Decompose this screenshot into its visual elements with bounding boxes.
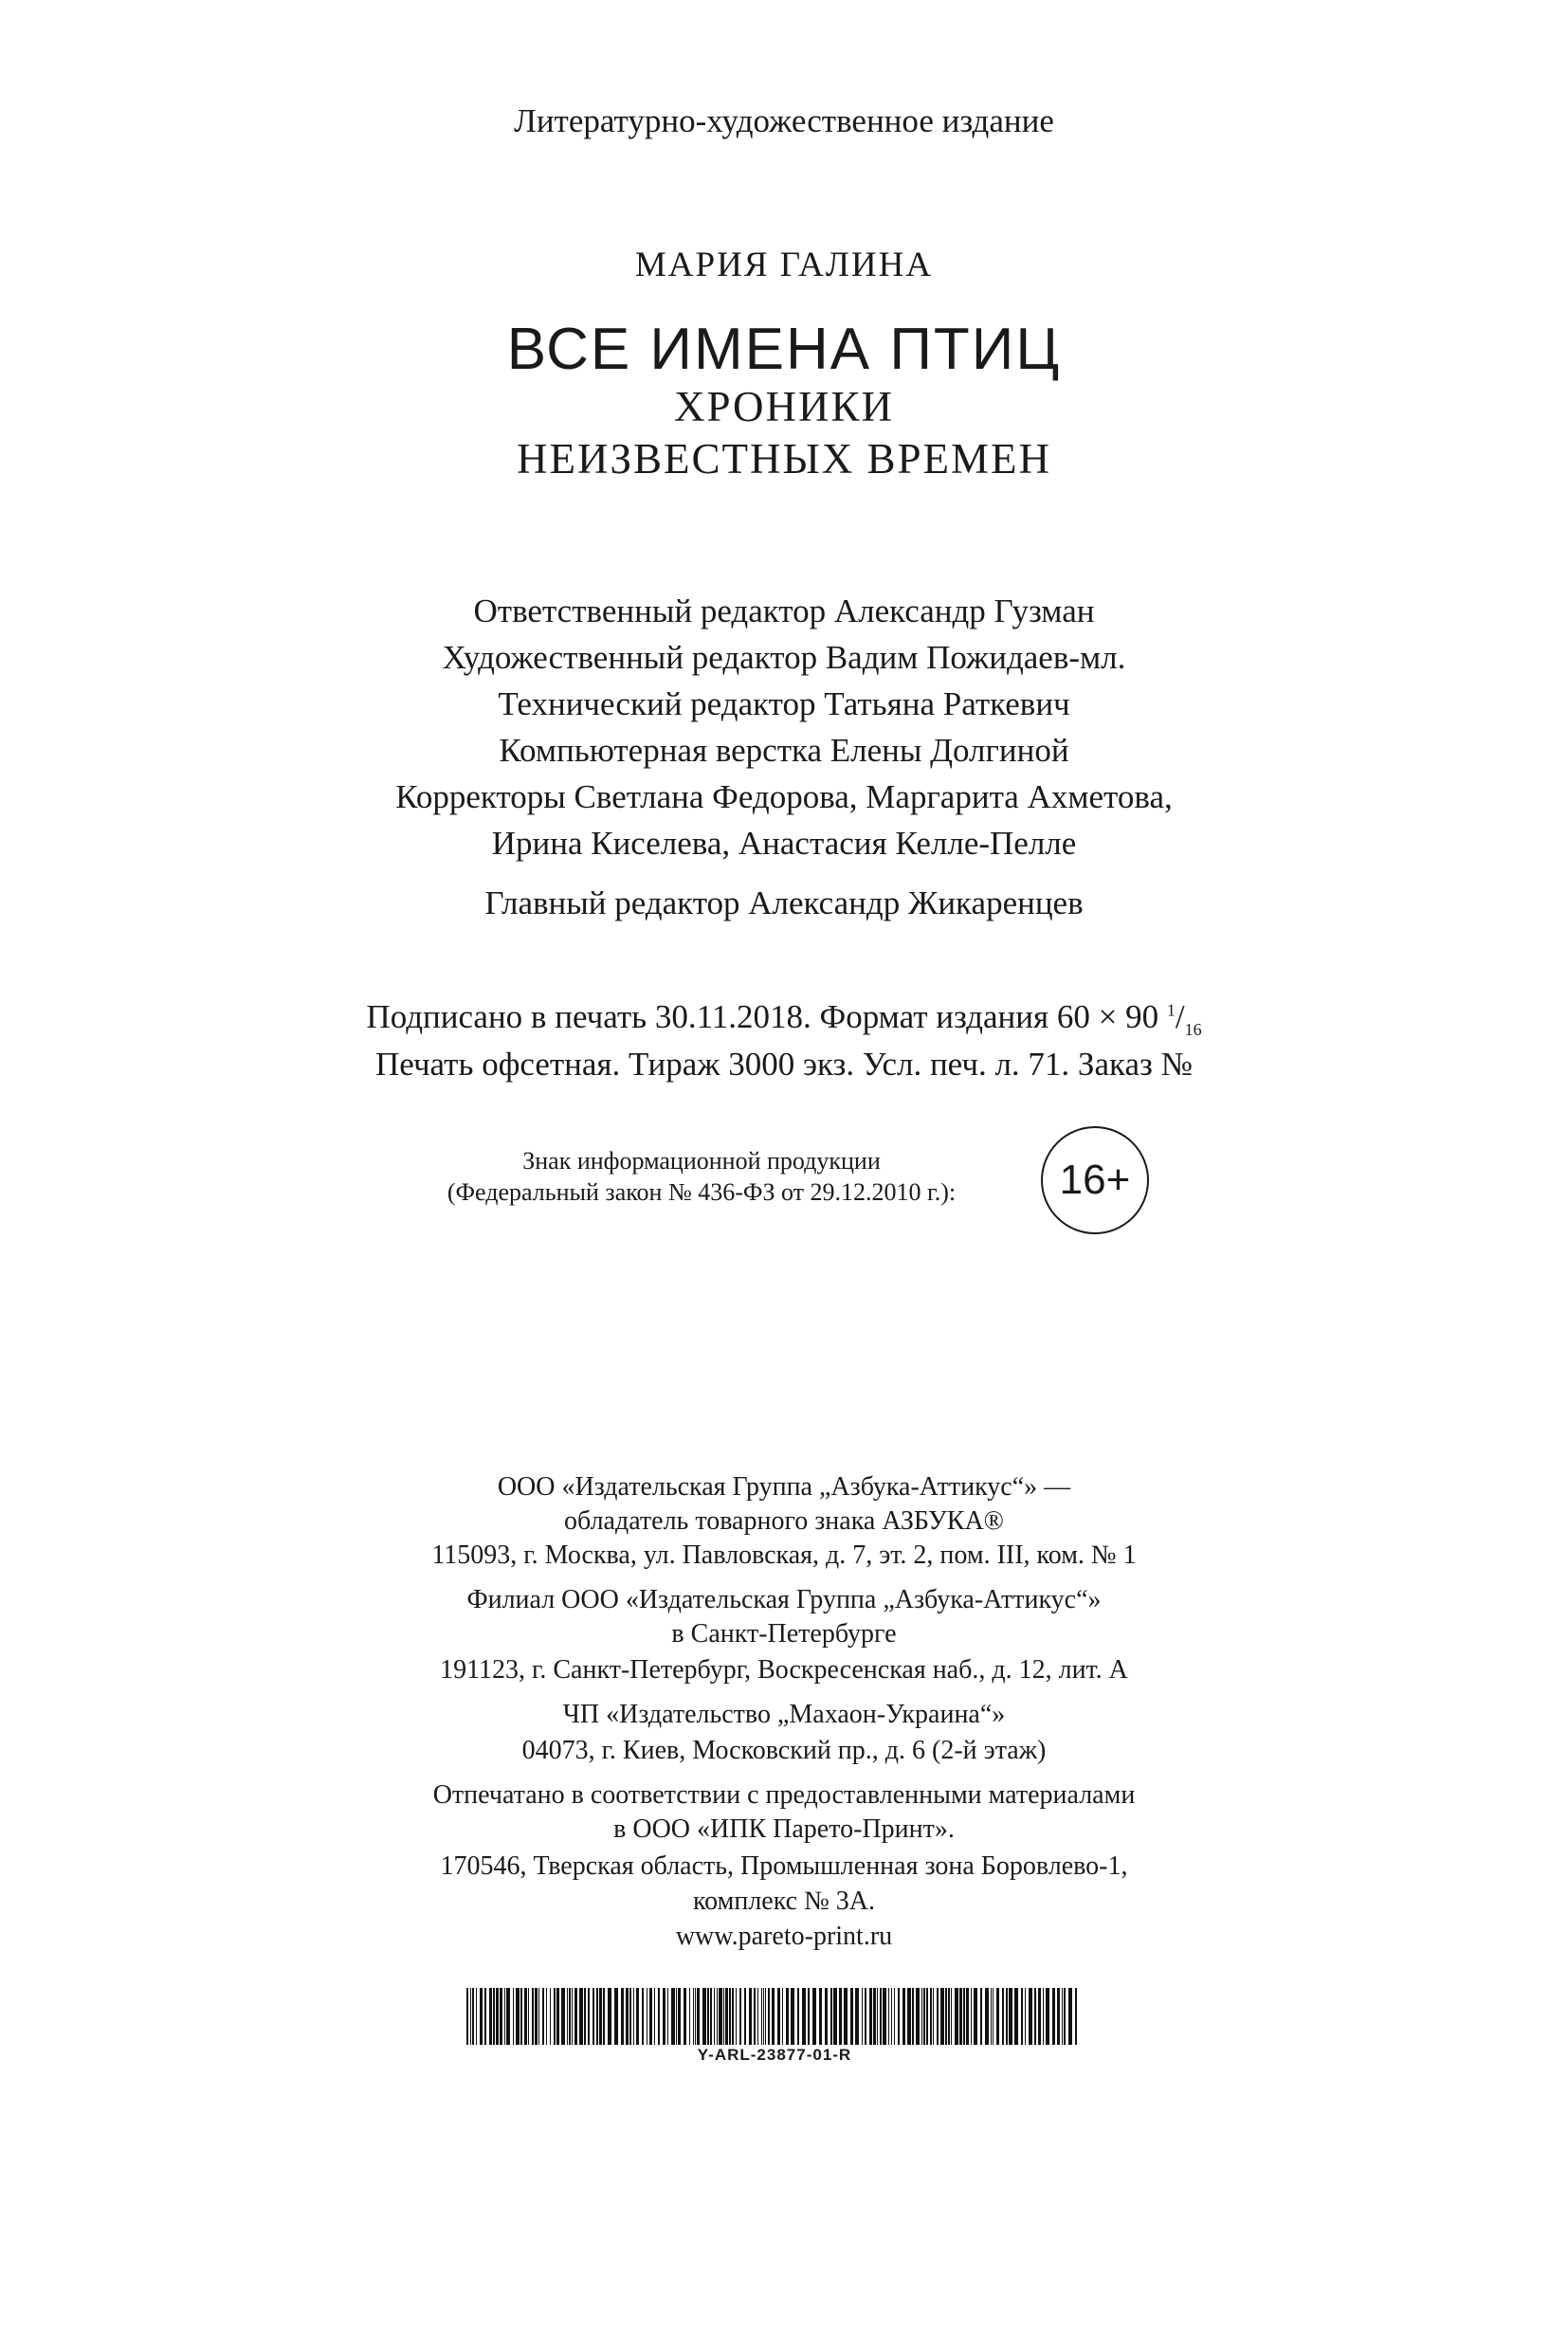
barcode-bar <box>725 1988 728 2045</box>
barcode-bar <box>593 1988 594 2045</box>
publisher-line: www.pareto-print.ru <box>675 1922 893 1951</box>
book-title: ВСЕ ИМЕНА ПТИЦ <box>506 317 1062 382</box>
barcode-bar <box>1057 1988 1060 2045</box>
barcode-bar <box>808 1988 810 2045</box>
barcode-bar <box>855 1988 859 2045</box>
barcode-bar <box>930 1988 932 2045</box>
barcode-bar <box>819 1988 822 2045</box>
barcode-bar <box>830 1988 832 2045</box>
book-subtitle-line-1: ХРОНИКИ <box>673 383 895 430</box>
barcode-bar <box>520 1988 522 2045</box>
barcode-bar <box>883 1988 886 2045</box>
barcode-bar <box>937 1988 939 2045</box>
barcode-bar <box>504 1988 505 2045</box>
publisher-line: 191123, г. Санкт-Петербург, Воскресенская наб., д. 12, лит. А <box>440 1655 1128 1685</box>
barcode-bar <box>833 1988 837 2045</box>
barcode-bar <box>596 1988 598 2045</box>
barcode-bar <box>714 1988 715 2045</box>
barcode-bar <box>971 1988 972 2045</box>
publisher-line: комплекс № 3А. <box>692 1886 876 1916</box>
barcode-bar <box>569 1988 571 2045</box>
format-fraction-numerator: 1 <box>1166 1000 1176 1020</box>
barcode-bar <box>1064 1988 1066 2045</box>
barcode-bar <box>786 1988 789 2045</box>
barcode-bar <box>513 1988 514 2045</box>
barcode-bar <box>554 1988 556 2045</box>
barcode-bar <box>791 1988 794 2045</box>
barcode-bar <box>707 1988 709 2045</box>
barcode-bar <box>772 1988 775 2045</box>
barcode-bar <box>1075 1988 1077 2045</box>
barcode-bar <box>719 1988 722 2045</box>
imprint-format-text: Подписано в печать 30.11.2018. Формат издания 60 × 90 <box>366 998 1159 1035</box>
barcode-bar <box>1002 1988 1004 2045</box>
barcode-bar <box>993 1988 994 2045</box>
barcode-bar <box>907 1988 911 2045</box>
publisher-line: Отпечатано в соответствии с предоставленными материалами <box>432 1780 1136 1810</box>
barcode-bar <box>1014 1988 1018 2045</box>
barcode-bar <box>844 1988 848 2045</box>
credit-line: Компьютерная верстка Елены Долгиной <box>499 732 1069 769</box>
publisher-line: Филиал ООО «Издательская Группа „Азбука-Аттикус“» <box>466 1585 1102 1614</box>
barcode-bar <box>542 1988 544 2045</box>
barcode-bar <box>991 1988 992 2045</box>
publisher-line: ООО «Издательская Группа „Азбука-Аттикус“» — <box>497 1472 1071 1502</box>
barcode-code: Y-ARL-23877-01-R <box>697 2046 852 2064</box>
imprint-line-1 <box>0 998 1568 1040</box>
barcode-bar <box>749 1988 752 2045</box>
fraction-slash: / <box>1175 998 1185 1035</box>
barcode-bar <box>974 1988 977 2045</box>
barcode-bar <box>865 1988 866 2045</box>
barcode-bar <box>516 1988 520 2045</box>
barcode-bar <box>658 1988 660 2045</box>
barcode-bar <box>524 1988 527 2045</box>
barcode-bar <box>955 1988 958 2045</box>
barcode-bar <box>532 1988 534 2045</box>
barcode-bar <box>588 1988 590 2045</box>
barcode-bar <box>480 1988 483 2045</box>
barcode-bar <box>985 1988 989 2045</box>
barcode-bar <box>763 1988 764 2045</box>
barcode-bar <box>556 1988 559 2045</box>
credit-line: Ирина Киселева, Анастасия Келле-Пелле <box>491 825 1077 862</box>
barcode-bar <box>797 1988 799 2045</box>
publisher-line: в Санкт-Петербурге <box>671 1619 897 1649</box>
barcode-bar <box>528 1988 529 2045</box>
barcode-bar <box>466 1988 468 2045</box>
credit-line: Технический редактор Татьяна Раткевич <box>498 685 1070 722</box>
barcode-bar <box>903 1988 905 2045</box>
barcode-bar <box>739 1988 741 2045</box>
barcode-bar <box>1009 1988 1012 2045</box>
barcode-bar <box>603 1988 605 2045</box>
barcode-bar <box>888 1988 889 2045</box>
barcode-bar <box>484 1988 486 2045</box>
barcode-bar <box>812 1988 816 2045</box>
barcode-bar <box>959 1988 962 2045</box>
barcode-bar <box>966 1988 969 2045</box>
barcode-bar <box>921 1988 922 2045</box>
chief-editor-line: Главный редактор Александр Жикаренцев <box>484 884 1084 921</box>
barcode-bar <box>1062 1988 1063 2045</box>
barcode-bar <box>898 1988 900 2045</box>
barcode-bar <box>663 1988 665 2045</box>
publisher-line: обладатель товарного знака АЗБУКА® <box>564 1506 1004 1536</box>
barcode-bar <box>850 1988 853 2045</box>
barcode-bar <box>500 1988 502 2045</box>
barcode-bar <box>561 1988 565 2045</box>
barcode-bar <box>702 1988 706 2045</box>
barcode-bar <box>761 1988 762 2045</box>
barcode-bar <box>636 1988 639 2045</box>
barcode-bar <box>723 1988 724 2045</box>
info-sign-block <box>398 1145 1005 1208</box>
barcode-bar <box>777 1988 780 2045</box>
barcode-bar <box>626 1988 629 2045</box>
barcode-bar <box>744 1988 746 2045</box>
barcode-bar <box>584 1988 586 2045</box>
barcode-bar <box>489 1988 492 2045</box>
barcode-bar <box>538 1988 539 2045</box>
info-sign-line-1: Знак информационной продукции <box>522 1147 881 1175</box>
publisher-line: ЧП «Издательство „Махаон-Украина“» <box>562 1700 1006 1729</box>
barcode-bar <box>667 1988 668 2045</box>
barcode-bar <box>923 1988 925 2045</box>
genre-line: Литературно-художественное издание <box>514 102 1054 139</box>
barcode-bar <box>574 1988 577 2045</box>
barcode-bar <box>894 1988 895 2045</box>
barcode-bar <box>693 1988 694 2045</box>
barcode-bar <box>839 1988 842 2045</box>
barcode-bar <box>684 1988 686 2045</box>
barcode-bar <box>951 1988 952 2045</box>
barcode-bar <box>654 1988 655 2045</box>
publisher-line: 170546, Тверская область, Промышленная зона Боровлево-1, <box>440 1851 1128 1881</box>
barcode-bar <box>926 1988 928 2045</box>
book-subtitle-line-2: НЕИЗВЕСТНЫХ ВРЕМЕН <box>516 435 1052 483</box>
publisher-line: 115093, г. Москва, ул. Павловская, д. 7, эт. 2, пом. III, ком. № 1 <box>431 1540 1137 1570</box>
barcode-bar <box>869 1988 872 2045</box>
barcode-bar <box>476 1988 477 2045</box>
barcode-bar <box>916 1988 920 2045</box>
barcode-bar <box>891 1988 892 2045</box>
barcode-bar <box>1021 1988 1023 2045</box>
barcode-bar <box>757 1988 758 2045</box>
barcode-bar <box>621 1988 624 2045</box>
barcode-bar <box>579 1988 583 2045</box>
barcode-bar <box>633 1988 634 2045</box>
barcode-bar <box>493 1988 495 2045</box>
author-name: МАРИЯ ГАЛИНА <box>634 246 934 284</box>
barcode-bar <box>642 1988 644 2045</box>
barcode-bar <box>873 1988 876 2045</box>
barcode-bar <box>608 1988 611 2045</box>
age-rating-badge: 16+ <box>1041 1126 1149 1234</box>
barcode-bar <box>717 1988 718 2045</box>
barcode-bar <box>671 1988 675 2045</box>
barcode-bar <box>546 1988 547 2045</box>
barcode-bar <box>472 1988 474 2045</box>
barcode-bar <box>732 1988 734 2045</box>
barcode-bar <box>877 1988 878 2045</box>
credit-line: Ответственный редактор Александр Гузман <box>473 592 1095 629</box>
barcode-bar <box>736 1988 737 2045</box>
barcode-bar <box>1046 1988 1049 2045</box>
barcode-bar <box>599 1988 602 2045</box>
barcode-bar <box>1052 1988 1055 2045</box>
barcode-bar <box>996 1988 999 2045</box>
info-sign-line-2: (Федеральный закон № 436-ФЗ от 29.12.2010 г.): <box>447 1178 957 1206</box>
barcode-bar <box>1034 1988 1036 2045</box>
barcode-bar <box>940 1988 944 2045</box>
barcode-bar <box>1006 1988 1008 2045</box>
barcode-bar <box>765 1988 766 2045</box>
barcode-bar <box>496 1988 499 2045</box>
barcode-bar <box>629 1988 631 2045</box>
barcode-bar <box>729 1988 731 2045</box>
barcode-bar <box>782 1988 783 2045</box>
barcode-bar <box>1029 1988 1032 2045</box>
barcode-bar <box>697 1988 700 2045</box>
barcode-bar <box>572 1988 573 2045</box>
publisher-line: 04073, г. Киев, Московский пр., д. 6 (2-й этаж) <box>521 1736 1047 1765</box>
barcode-bar <box>567 1988 568 2045</box>
imprint-line-2: Печать офсетная. Тираж 3000 экз. Усл. печ. л. 71. Заказ № <box>375 1046 1193 1083</box>
barcode-bar <box>825 1988 828 2045</box>
format-fraction-denominator: 16 <box>1184 1020 1202 1039</box>
barcode-bar <box>535 1988 538 2045</box>
barcode-bar <box>980 1988 982 2045</box>
barcode-bar <box>945 1988 947 2045</box>
barcode-bar <box>933 1988 934 2045</box>
credit-line: Художественный редактор Вадим Пожидаев-мл. <box>442 639 1126 676</box>
barcode-bar <box>550 1988 551 2045</box>
barcode-bar <box>963 1988 965 2045</box>
barcode-bar <box>1043 1988 1044 2045</box>
barcode <box>466 1988 1083 2045</box>
barcode-bar <box>506 1988 510 2045</box>
barcode-bar <box>1025 1988 1026 2045</box>
barcode-bar <box>862 1988 863 2045</box>
barcode-bar <box>678 1988 681 2045</box>
publisher-line: в ООО «ИПК Парето-Принт». <box>613 1814 955 1844</box>
barcode-bar <box>948 1988 950 2045</box>
barcode-bar <box>768 1988 770 2045</box>
barcode-bar <box>695 1988 696 2045</box>
barcode-bar <box>1038 1988 1041 2045</box>
barcode-bar <box>649 1988 652 2045</box>
barcode-bar <box>614 1988 618 2045</box>
barcode-bar <box>689 1988 690 2045</box>
barcode-bar <box>1068 1988 1072 2045</box>
barcode-bar <box>470 1988 471 2045</box>
barcode-bar <box>802 1988 806 2045</box>
credit-line: Корректоры Светлана Федорова, Маргарита Ахметова, <box>395 778 1173 815</box>
barcode-bar <box>754 1988 756 2045</box>
barcode-bar <box>912 1988 914 2045</box>
barcode-bar <box>710 1988 712 2045</box>
barcode-bar <box>676 1988 677 2045</box>
barcode-bar <box>880 1988 882 2045</box>
